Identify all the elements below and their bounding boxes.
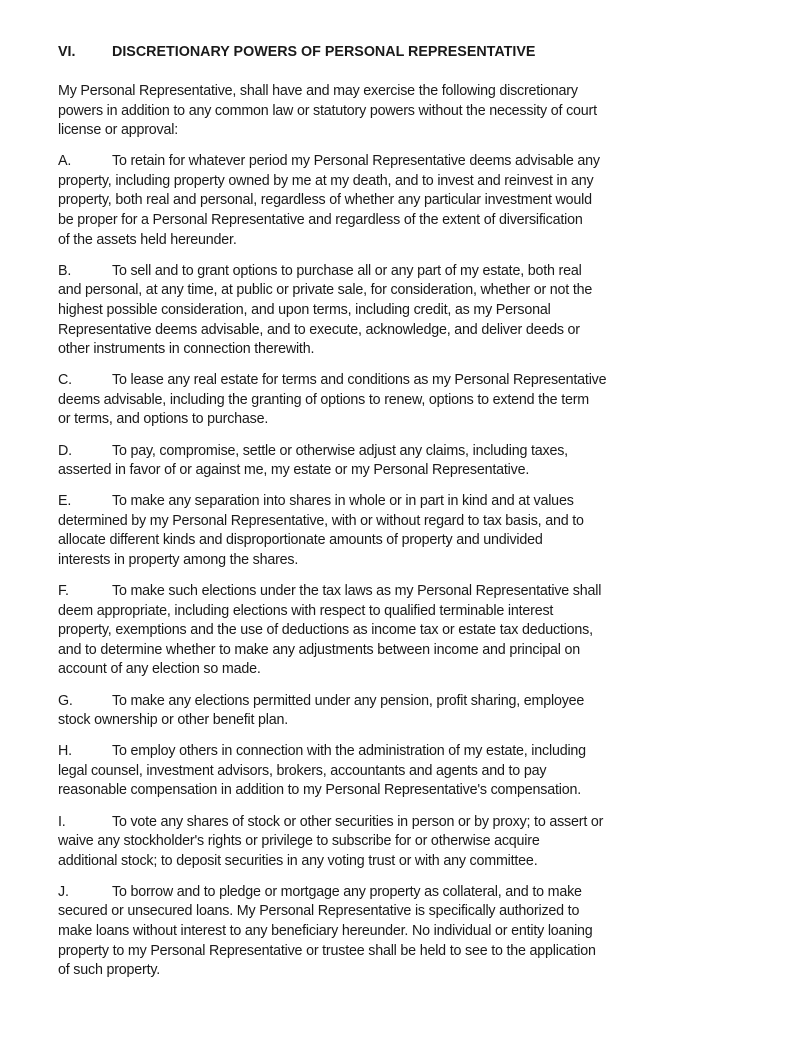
clause-label: I. <box>58 813 66 830</box>
clause-label: E. <box>58 493 72 510</box>
clause-line: property, exemptions and the use of deductions as income tax or estate tax deductions, <box>58 622 593 639</box>
intro-paragraph <box>58 82 738 141</box>
clause-line: deems advisable, including the granting of options to renew, options to extend the term <box>58 391 589 408</box>
clause-line: asserted in favor of or against me, my estate or my Personal Representative. <box>58 462 530 479</box>
intro-line: license or approval: <box>58 122 178 139</box>
clause-line: reasonable compensation in addition to my Personal Representative's compensation. <box>58 782 581 799</box>
clause-text: To retain for whatever period my Personal Representative deems advisable any <box>112 153 600 170</box>
clause-line <box>58 742 738 762</box>
clause-a <box>58 152 738 250</box>
clause-label: G. <box>58 692 73 709</box>
clause-list <box>58 152 738 980</box>
clause-e <box>58 492 738 570</box>
clause-line: and to determine whether to make any adjustments between income and principal on <box>58 641 581 658</box>
clause-c <box>58 371 738 430</box>
clause-line <box>58 692 738 712</box>
clause-text: To vote any shares of stock or other securities in person or by proxy; to assert or <box>112 813 604 830</box>
clause-line: waive any stockholder's rights or privilege to subscribe for or otherwise acquire <box>58 833 540 850</box>
clause-text: To employ others in connection with the administration of my estate, including <box>112 743 586 760</box>
clause-line: interests in property among the shares. <box>58 551 299 568</box>
clause-label: J. <box>58 883 69 900</box>
clause-line: make loans without interest to any beneficiary hereunder. No individual or entity loaning <box>58 922 593 939</box>
clause-line <box>58 371 738 391</box>
clause-label: C. <box>58 372 72 389</box>
clause-line: secured or unsecured loans. My Personal Representative is specifically authorized to <box>58 903 580 920</box>
clause-line: or terms, and options to purchase. <box>58 411 269 428</box>
clause-line: property, both real and personal, regardless of whether any particular investment would <box>58 192 592 209</box>
clause-line: additional stock; to deposit securities in any voting trust or with any committee. <box>58 852 538 869</box>
clause-label: F. <box>58 583 69 600</box>
clause-text: To pay, compromise, settle or otherwise adjust any claims, including taxes, <box>112 442 568 459</box>
clause-label: B. <box>58 262 72 279</box>
clause-label: D. <box>58 442 72 459</box>
clause-line <box>58 883 738 903</box>
clause-b <box>58 262 738 360</box>
clause-line: determined by my Personal Representative, with or without regard to tax basis, and to <box>58 512 584 529</box>
clause-text: To make any separation into shares in whole or in part in kind and at values <box>112 493 574 510</box>
clause-line <box>58 492 738 512</box>
clause-line: of such property. <box>58 962 161 979</box>
intro-line: My Personal Representative, shall have and may exercise the following discretionary <box>58 83 578 99</box>
clause-line <box>58 813 738 833</box>
section-heading <box>58 44 738 66</box>
clause-text: To sell and to grant options to purchase all or any part of my estate, both real <box>112 262 582 279</box>
clause-line: deem appropriate, including elections with respect to qualified terminable interest <box>58 602 554 619</box>
clause-text: To make any elections permitted under any pension, profit sharing, employee <box>112 692 585 709</box>
clause-line: be proper for a Personal Representative and regardless of the extent of diversification <box>58 212 583 229</box>
clause-line: property, including property owned by me at my death, and to invest and reinvest in any <box>58 172 594 189</box>
clause-line: highest possible consideration, and upon terms, including credit, as my Personal <box>58 301 551 318</box>
clause-line: other instruments in connection therewith. <box>58 341 315 358</box>
clause-line: allocate different kinds and disproportionate amounts of property and undivided <box>58 532 543 549</box>
clause-h <box>58 742 738 801</box>
section-number: VI. <box>58 44 76 60</box>
clause-text: To borrow and to pledge or mortgage any property as collateral, and to make <box>112 883 582 900</box>
clause-d <box>58 442 738 481</box>
clause-label: A. <box>58 153 72 170</box>
document-page <box>58 44 738 992</box>
clause-line: legal counsel, investment advisors, brokers, accountants and agents and to pay <box>58 762 547 779</box>
section-title: DISCRETIONARY POWERS OF PERSONAL REPRESENTATIVE <box>112 44 536 60</box>
clause-j <box>58 883 738 981</box>
clause-f <box>58 582 738 680</box>
clause-line: and personal, at any time, at public or private sale, for consideration, whether or not the <box>58 282 593 299</box>
clause-line <box>58 442 738 462</box>
clause-label: H. <box>58 743 72 760</box>
clause-text: To make such elections under the tax laws as my Personal Representative shall <box>112 583 602 600</box>
intro-line: powers in addition to any common law or statutory powers without the necessity of court <box>58 102 597 119</box>
clause-line: stock ownership or other benefit plan. <box>58 712 289 729</box>
clause-g <box>58 692 738 731</box>
clause-line <box>58 262 738 282</box>
clause-line <box>58 152 738 172</box>
clause-line: of the assets held hereunder. <box>58 231 237 248</box>
clause-line: property to my Personal Representative or trustee shall be held to see to the application <box>58 942 596 959</box>
clause-text: To lease any real estate for terms and conditions as my Personal Representative <box>112 372 607 389</box>
clause-i <box>58 813 738 872</box>
clause-line <box>58 582 738 602</box>
clause-line: Representative deems advisable, and to execute, acknowledge, and deliver deeds or <box>58 321 580 338</box>
clause-line: account of any election so made. <box>58 661 261 678</box>
